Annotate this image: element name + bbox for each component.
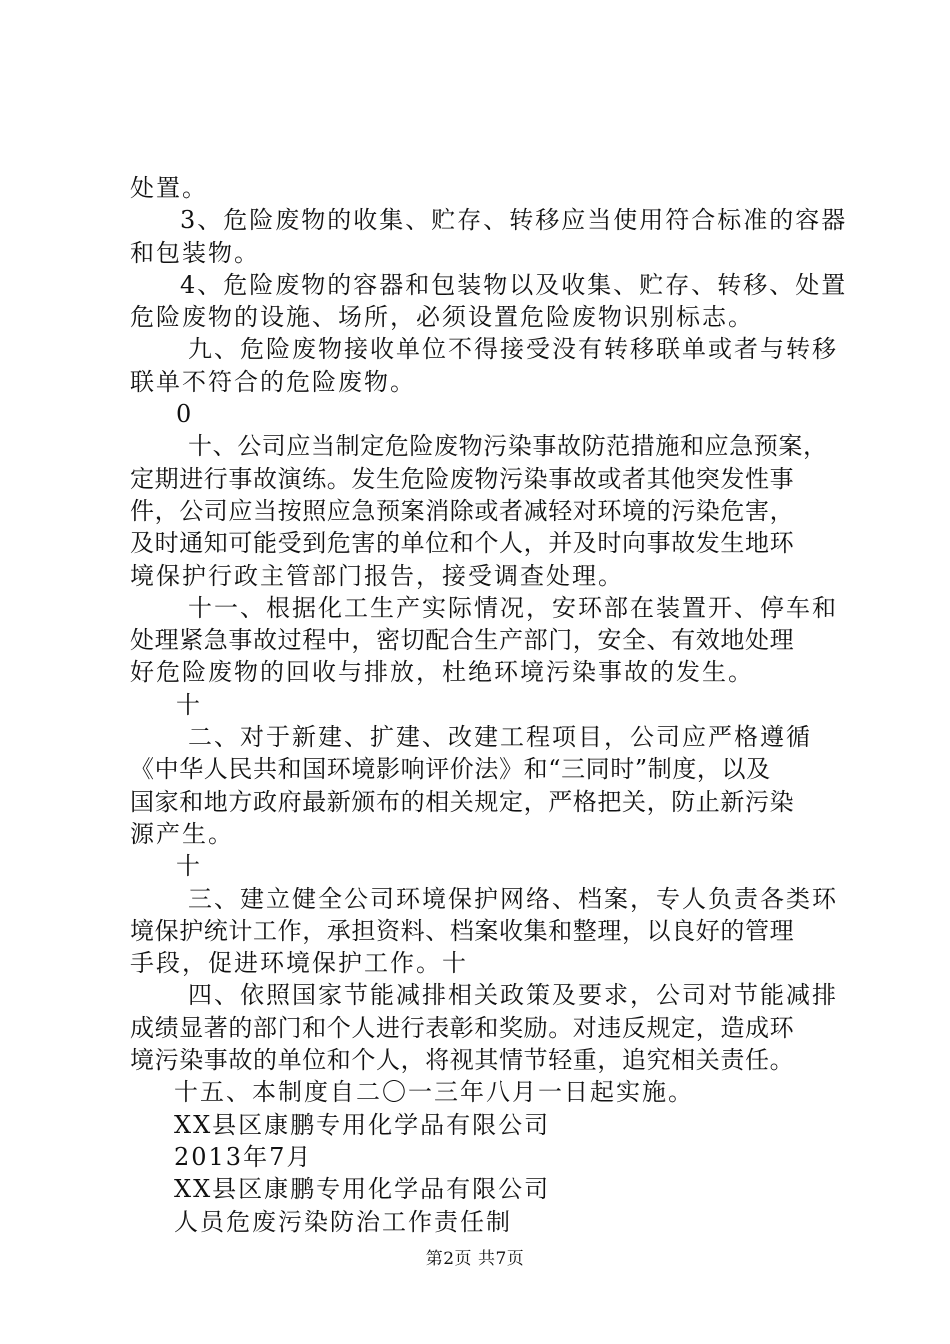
text-line: 处置。 xyxy=(130,174,208,202)
text-line: 境污染事故的单位和个人，将视其情节轻重，追究相关责任。 xyxy=(130,1046,795,1075)
text-line: 件，公司应当按照应急预案消除或者减轻对环境的污染危害， xyxy=(130,496,795,525)
text-line: 十 xyxy=(176,690,202,719)
section-heading: 人员危废污染防治工作责任制 xyxy=(174,1207,512,1236)
text-line: 处理紧急事故过程中，密切配合生产部门，安全、有效地处理 xyxy=(130,626,795,655)
text-line: 三、建立健全公司环境保护网络、档案，专人负责各类环 xyxy=(188,884,838,913)
text-line: 九、危险废物接收单位不得接受没有转移联单或者与转移 xyxy=(188,335,838,364)
text-line: 源产生。 xyxy=(130,819,234,848)
text-line: 3、危险废物的收集、贮存、转移应当使用符合标准的容器 xyxy=(180,206,848,235)
text-line: 境保护行政主管部门报告，接受调查处理。 xyxy=(130,561,624,590)
page-number-footer: 第2页 共7页 xyxy=(425,1249,525,1269)
company-name: XX县区康鹏专用化学品有限公司 xyxy=(174,1110,551,1139)
text-line: 国家和地方政府最新颁布的相关规定，严格把关，防止新污染 xyxy=(130,787,795,816)
text-line: 手段，促进环境保护工作。十 xyxy=(130,949,468,978)
text-line: 境保护统计工作，承担资料、档案收集和整理，以良好的管理 xyxy=(130,916,795,945)
text-line: 十五、本制度自二〇一三年八月一日起实施。 xyxy=(174,1078,694,1107)
text-line: 二、对于新建、扩建、改建工程项目，公司应严格遵循 xyxy=(188,723,812,752)
text-line: 《中华人民共和国环境影响评价法》和“三同时”制度，以及 xyxy=(130,755,771,784)
text-line: 危险废物的设施、场所，必须设置危险废物识别标志。 xyxy=(130,303,754,332)
text-line: 十一、根据化工生产实际情况，安环部在装置开、停车和 xyxy=(188,593,838,622)
text-line: 十 xyxy=(176,852,202,881)
text-line: 定期进行事故演练。发生危险废物污染事故或者其他突发性事 xyxy=(130,464,795,493)
text-line: 和包装物。 xyxy=(130,238,260,267)
text-line: 及时通知可能受到危害的单位和个人，并及时向事故发生地环 xyxy=(130,529,795,558)
document-body xyxy=(130,172,848,1238)
text-line: 十、公司应当制定危险废物污染事故防范措施和应急预案， xyxy=(188,432,828,461)
text-line: 0 xyxy=(176,400,194,429)
text-line: 四、依照国家节能减排相关政策及要求，公司对节能减排 xyxy=(188,981,838,1010)
document-date: 2013年7月 xyxy=(174,1142,313,1171)
company-name: XX县区康鹏专用化学品有限公司 xyxy=(174,1175,551,1204)
text-line: 联单不符合的危险废物。 xyxy=(130,367,416,396)
text-line: 4、危险废物的容器和包装物以及收集、贮存、转移、处置 xyxy=(180,270,848,299)
text-line: 成绩显著的部门和个人进行表彰和奖励。对违反规定，造成环 xyxy=(130,1013,795,1042)
text-line: 好危险废物的回收与排放，杜绝环境污染事故的发生。 xyxy=(130,658,754,687)
